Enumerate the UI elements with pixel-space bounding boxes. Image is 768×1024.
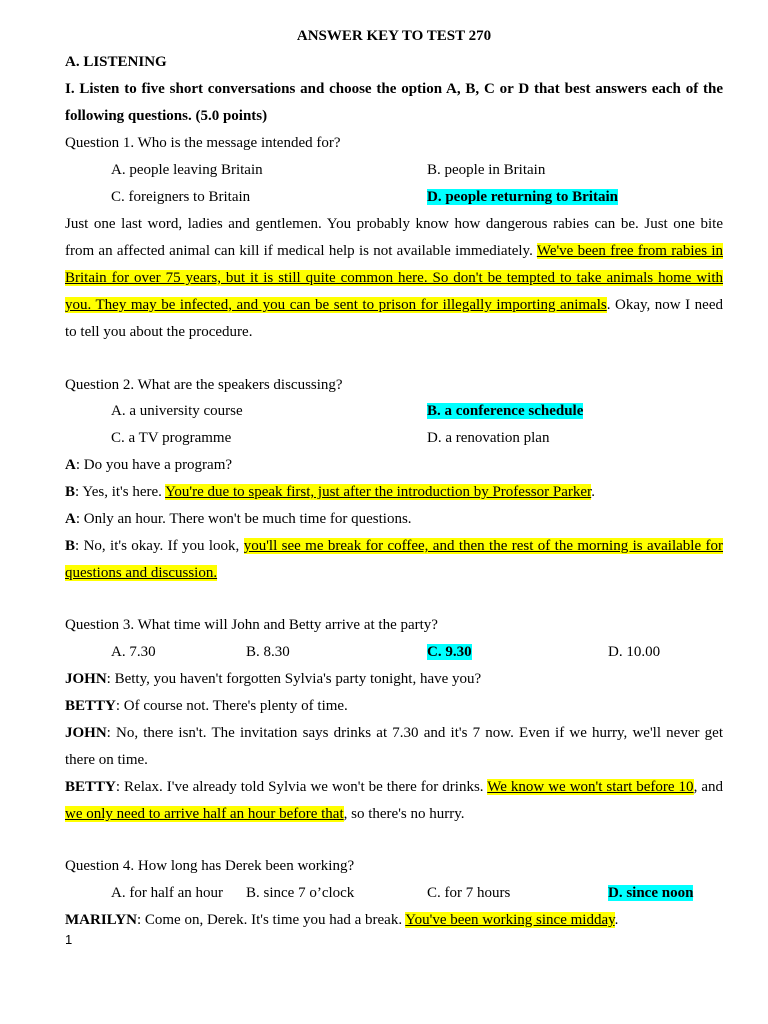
- q2-option-c: C. a TV programme: [111, 430, 232, 446]
- speaker: BETTY: [65, 698, 116, 714]
- q2-dialogue-line-4: [65, 533, 723, 560]
- question-3: Question 3. What time will John and Betty arrive at the party?: [65, 617, 438, 633]
- dialogue-text: .: [614, 912, 619, 928]
- q2-dialogue-line-3: [65, 506, 723, 533]
- dialogue-text: : Come on, Derek. It's time you had a break.: [136, 912, 403, 928]
- q3-dialogue-line-2: [65, 693, 723, 720]
- q1-transcript-line-1: Just one last word, ladies and gentlemen. You probably know how dangerous rabies can be. Just one bite: [65, 216, 723, 232]
- q4-option-a: A. for half an hour: [111, 885, 224, 901]
- q3-option-b: B. 8.30: [246, 644, 290, 660]
- q2-option-a: A. a university course: [111, 403, 243, 419]
- evidence-highlight: You're due to speak first, just after the introduction by Professor Parker: [165, 484, 592, 500]
- q4-option-b: B. since 7 o’clock: [246, 885, 355, 901]
- q4-dialogue-line-1: [65, 907, 723, 934]
- q3-dialogue-line-5: [65, 774, 723, 801]
- q3-option-d: D. 10.00: [608, 644, 661, 660]
- dialogue-text: .: [591, 484, 595, 500]
- instruction-line-1: I. Listen to five short conversations and choose the option A, B, C or D that best answers each of the: [65, 81, 723, 97]
- dialogue-text: : Relax. I've already told Sylvia we won't be there for drinks.: [115, 779, 484, 795]
- page-number: 1: [65, 932, 73, 947]
- q4-option-c: C. for 7 hours: [427, 885, 511, 901]
- speaker: A: [65, 511, 76, 527]
- question-1: Question 1. Who is the message intended for?: [65, 135, 341, 151]
- q4-answer-highlight: D. since noon: [608, 885, 694, 901]
- question-4: Question 4. How long has Derek been working?: [65, 858, 355, 874]
- evidence-highlight: We've been free from rabies in: [536, 243, 723, 259]
- question-2: Question 2. What are the speakers discussing?: [65, 377, 343, 393]
- transcript-text: from an affected animal can kill if medical help is not available immediately.: [65, 243, 533, 259]
- page-title: ANSWER KEY TO TEST 270: [296, 28, 492, 44]
- q2-dialogue-line-5: [65, 560, 723, 587]
- evidence-highlight: We know we won't start before 10: [487, 779, 694, 795]
- speaker: BETTY: [65, 779, 116, 795]
- q3-dialogue-line-6: [65, 801, 723, 828]
- dialogue-text: : Betty, you haven't forgotten Sylvia's party tonight, have you?: [106, 671, 482, 687]
- q3-dialogue-line-4: there on time.: [65, 752, 148, 768]
- dialogue-text: : No, there isn't. The invitation says drinks at 7.30 and it's 7 now. Even if we hurry, we'll never get: [106, 725, 723, 741]
- dialogue-text: : Of course not. There's plenty of time.: [115, 698, 348, 714]
- speaker: B: [65, 538, 76, 554]
- evidence-highlight: questions and discussion.: [65, 565, 218, 581]
- q1-option-d-answer: [427, 184, 618, 211]
- speaker: JOHN: [65, 725, 107, 741]
- section-heading: A. LISTENING: [65, 54, 167, 70]
- q1-transcript-line-5: to tell you about the procedure.: [65, 324, 253, 340]
- evidence-highlight: you. They may be infected, and you can be sent to prison for illegally importing animals: [65, 297, 607, 313]
- dialogue-text: : Only an hour. There won't be much time for questions.: [75, 511, 412, 527]
- q3-option-c-answer: [427, 639, 472, 666]
- q1-transcript-line-2: [65, 238, 723, 265]
- instruction-line-2: following questions. (5.0 points): [65, 108, 268, 124]
- evidence-highlight: you'll see me break for coffee, and then the rest of the morning is available for: [243, 538, 724, 554]
- q3-dialogue-line-3: [65, 720, 723, 747]
- q1-option-b: B. people in Britain: [427, 162, 546, 178]
- dialogue-text: : Do you have a program?: [75, 457, 233, 473]
- transcript-text: . Okay, now I need: [606, 297, 723, 313]
- evidence-highlight: we only need to arrive half an hour before that: [65, 806, 344, 822]
- dialogue-text: , so there's no hurry.: [343, 806, 465, 822]
- speaker: JOHN: [65, 671, 107, 687]
- q2-option-b-answer: [427, 398, 583, 425]
- q1-transcript-line-4: [65, 292, 723, 319]
- q2-dialogue-line-1: [65, 452, 723, 479]
- speaker: A: [65, 457, 76, 473]
- q1-transcript-line-3: [65, 265, 723, 292]
- q1-answer-highlight: D. people returning to Britain: [427, 189, 618, 205]
- q3-dialogue-line-1: [65, 666, 723, 693]
- speaker: MARILYN: [65, 912, 137, 928]
- q1-option-a: A. people leaving Britain: [111, 162, 263, 178]
- q4-option-d-answer: [608, 880, 693, 907]
- evidence-highlight: You've been working since midday: [405, 912, 615, 928]
- q2-dialogue-line-2: [65, 479, 723, 506]
- q2-option-d: D. a renovation plan: [427, 430, 550, 446]
- speaker: B: [65, 484, 76, 500]
- dialogue-text: , and: [693, 779, 723, 795]
- q2-answer-highlight: B. a conference schedule: [427, 403, 584, 419]
- evidence-highlight: Britain for over 75 years, but it is still quite common here. So don't be tempted to take animals home with: [65, 270, 723, 286]
- q1-option-c: C. foreigners to Britain: [111, 189, 251, 205]
- dialogue-text: : No, it's okay. If you look,: [75, 538, 240, 554]
- q3-option-a: A. 7.30: [111, 644, 156, 660]
- dialogue-text: : Yes, it's here.: [75, 484, 162, 500]
- q3-answer-highlight: C. 9.30: [427, 644, 472, 660]
